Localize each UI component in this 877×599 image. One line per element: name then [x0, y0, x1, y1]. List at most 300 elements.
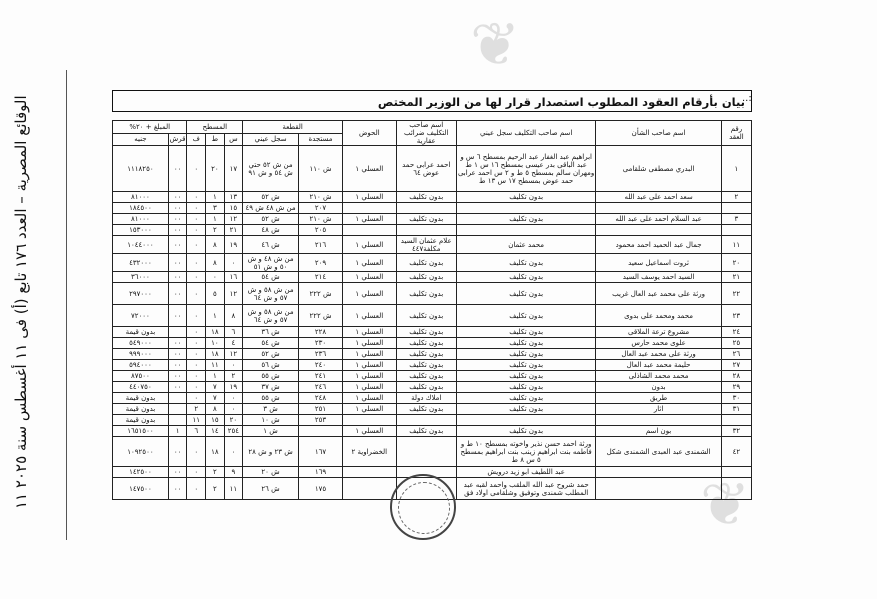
cell-area-t: ٥ — [206, 283, 225, 305]
contracts-table — [112, 120, 752, 500]
cell-tax-owner-register: بدون تكليف — [456, 192, 595, 203]
cell-tax-owner-register: بدون تكليف — [456, 349, 595, 360]
cell-area-s: ٠ — [224, 360, 243, 371]
table-row — [113, 272, 752, 283]
cell-area-f: ٠ — [187, 382, 206, 393]
col-amount-qirsh: قرش — [168, 133, 187, 146]
watermark-shape: ❦ — [700, 470, 751, 540]
cell-tax-owner-register — [456, 225, 595, 236]
cell-plot-register: ش ٥٤ — [243, 338, 299, 349]
cell-tax-owner-register — [456, 203, 595, 214]
cell-owner: بدون — [596, 382, 721, 393]
cell-area-t: ١٤ — [206, 426, 225, 437]
cell-tax-owner-register — [456, 415, 595, 426]
cell-area-t: ١٠ — [206, 338, 225, 349]
cell-area-s: ١٥ — [224, 203, 243, 214]
cell-amount-pound: ٩٩٩٠٠٠ — [113, 349, 169, 360]
cell-contract-no: ١١ — [721, 236, 751, 254]
cell-amount-qirsh: ٠٠ — [168, 272, 187, 283]
page-divider — [66, 70, 67, 540]
cell-plot-survey: ٢٣٦ — [298, 349, 342, 360]
cell-contract-no: ٢ — [721, 192, 751, 203]
col-contract-no: رقم العقد — [721, 121, 751, 146]
col-owner: اسم صاحب الشأن — [596, 121, 721, 146]
cell-area-f: ٠ — [187, 437, 206, 467]
cell-plot-survey: ٢٣٠ — [298, 338, 342, 349]
col-plot: القطعة — [243, 121, 343, 134]
cell-tax-owner-register: ابراهيم عبد الغفار عبد الرحيم بمسطح ٦ س و عبد الباقى بدر عيسى بمسطح ١٦ س ١ ط ومهران سالم بمسطح ٥ ط و ٢ س احمد عرابى حمد عوض بمسطح ١٧ س ١٣ ط — [456, 146, 595, 192]
cell-amount-pound: ٥٩٤٠٠٠ — [113, 360, 169, 371]
cell-tax-owner-real-estate: بدون تكليف — [396, 338, 456, 349]
cell-area-t: ١ — [206, 192, 225, 203]
cell-amount-qirsh: ٠٠ — [168, 467, 187, 478]
cell-amount-pound: بدون قيمة — [113, 327, 169, 338]
cell-amount-qirsh: ٠٠ — [168, 478, 187, 500]
cell-area-s: ١٣ — [224, 192, 243, 203]
cell-tax-owner-register: بدون تكليف — [456, 254, 595, 272]
cell-area-t: ٨ — [206, 236, 225, 254]
cell-tax-owner-register: بدون تكليف — [456, 214, 595, 225]
cell-basin: العسلي ١ — [343, 360, 396, 371]
cell-area-t: ١٨ — [206, 327, 225, 338]
cell-basin — [343, 467, 396, 478]
cell-tax-owner-register: بدون تكليف — [456, 360, 595, 371]
cell-owner: محمد محمد الشاذلى — [596, 371, 721, 382]
cell-area-f: ٠ — [187, 254, 206, 272]
cell-tax-owner-real-estate — [396, 225, 456, 236]
cell-tax-owner-real-estate: احمد عرابى حمد عوض ٦٤ — [396, 146, 456, 192]
cell-owner: ثروت اسماعيل سعيد — [596, 254, 721, 272]
cell-area-f: ٠ — [187, 146, 206, 192]
cell-amount-qirsh: ٠٠ — [168, 214, 187, 225]
cell-area-f: ٠ — [187, 283, 206, 305]
cell-basin: العسلي ١ — [343, 349, 396, 360]
cell-area-t: ٧ — [206, 382, 225, 393]
cell-contract-no: ٢٨ — [721, 371, 751, 382]
cell-area-s: ٢١ — [224, 225, 243, 236]
cell-area-f: ٠ — [187, 272, 206, 283]
table-row — [113, 203, 752, 214]
table-row — [113, 437, 752, 467]
cell-plot-survey: ٢٢٨ — [298, 327, 342, 338]
cell-area-t: ٠ — [206, 272, 225, 283]
cell-tax-owner-real-estate: بدون تكليف — [396, 283, 456, 305]
cell-area-s: ١١ — [224, 478, 243, 500]
cell-plot-survey: ٢٠٧ — [298, 203, 342, 214]
cell-contract-no — [721, 225, 751, 236]
cell-amount-pound: ٨٧٥٠٠ — [113, 371, 169, 382]
cell-plot-survey: ٢٠٥ — [298, 225, 342, 236]
cell-amount-qirsh: ٠٠ — [168, 305, 187, 327]
cell-plot-survey: ش ٢١٠ — [298, 192, 342, 203]
cell-basin: العسلي ١ — [343, 371, 396, 382]
cell-amount-pound: ٤٣٢٠٠٠ — [113, 254, 169, 272]
cell-area-s: ٠ — [224, 437, 243, 467]
cell-area-f: ٠ — [187, 236, 206, 254]
cell-tax-owner-real-estate: بدون تكليف — [396, 349, 456, 360]
cell-area-t: ٧ — [206, 393, 225, 404]
cell-plot-register: ش ١٠ — [243, 415, 299, 426]
watermark-shape: ❦ — [470, 10, 521, 80]
cell-plot-survey: ٢٤١ — [298, 371, 342, 382]
cell-contract-no — [721, 203, 751, 214]
cell-amount-pound: بدون قيمة — [113, 404, 169, 415]
cell-plot-register: من ش ٤٨ و ش ٥٠ و ش ٥١ — [243, 254, 299, 272]
cell-area-f: ٠ — [187, 225, 206, 236]
cell-basin: العسلي ١ — [343, 305, 396, 327]
table-row — [113, 283, 752, 305]
cell-plot-register: ش ٥٥ — [243, 393, 299, 404]
cell-basin: العسلي ١ — [343, 146, 396, 192]
cell-amount-pound: ٥٤٩٠٠٠ — [113, 338, 169, 349]
cell-tax-owner-register: بدون تكليف — [456, 404, 595, 415]
cell-tax-owner-register: بدون تكليف — [456, 305, 595, 327]
table-row — [113, 371, 752, 382]
table-row — [113, 225, 752, 236]
cell-amount-pound: ١٨٤٥٠٠ — [113, 203, 169, 214]
cell-amount-qirsh: ٠٠ — [168, 254, 187, 272]
cell-plot-register: ش ٢٦ — [243, 478, 299, 500]
cell-area-t: ٣ — [206, 203, 225, 214]
cell-plot-survey: ١٧٥ — [298, 478, 342, 500]
cell-plot-survey: ش ٢٢٢ — [298, 283, 342, 305]
cell-contract-no: ٢٧ — [721, 360, 751, 371]
cell-plot-survey: ش ٢١٠ — [298, 214, 342, 225]
cell-area-f: ٢ — [187, 404, 206, 415]
cell-area-f: ٠ — [187, 478, 206, 500]
cell-tax-owner-register: بدون تكليف — [456, 426, 595, 437]
cell-contract-no: ٢٣ — [721, 305, 751, 327]
cell-tax-owner-real-estate: بدون تكليف — [396, 404, 456, 415]
cell-tax-owner-real-estate: بدون تكليف — [396, 192, 456, 203]
cell-plot-register: ش ٥٥ — [243, 371, 299, 382]
table-row — [113, 327, 752, 338]
cell-amount-pound: ١٤٢٥٠٠ — [113, 467, 169, 478]
cell-tax-owner-real-estate: بدون تكليف — [396, 305, 456, 327]
cell-basin: العسلي ١ — [343, 404, 396, 415]
table-row — [113, 146, 752, 192]
cell-area-f: ٠ — [187, 214, 206, 225]
table-row — [113, 338, 752, 349]
cell-tax-owner-real-estate: بدون تكليف — [396, 327, 456, 338]
cell-plot-survey: ٢٥٣ — [298, 415, 342, 426]
cell-contract-no: ٢١ — [721, 272, 751, 283]
cell-area-s: ٦ — [224, 327, 243, 338]
cell-owner: البدري مصطفى شلقامى — [596, 146, 721, 192]
cell-tax-owner-register: بدون تكليف — [456, 382, 595, 393]
cell-contract-no — [721, 478, 751, 500]
cell-area-f: ٦ — [187, 426, 206, 437]
col-amount-pound: جنيه — [113, 133, 169, 146]
cell-amount-qirsh: ٠٠ — [168, 437, 187, 467]
page-header-vertical: الوقائع المصرية – العدد ١٧٦ تابع (أ) فى ١١ أغسطس سنة ٢٠٢٥ ١١ — [12, 95, 30, 510]
cell-basin: العسلي ١ — [343, 214, 396, 225]
cell-area-t: ٨ — [206, 404, 225, 415]
cell-area-f: ٠ — [187, 327, 206, 338]
cell-amount-qirsh: ٠٠ — [168, 283, 187, 305]
cell-amount-pound: ٢٩٧٠٠٠ — [113, 283, 169, 305]
cell-owner: عبد السلام احمد على عبد الله — [596, 214, 721, 225]
cell-plot-register: ش ٣٦ — [243, 327, 299, 338]
table-row — [113, 393, 752, 404]
cell-basin: العسلي ١ — [343, 327, 396, 338]
cell-amount-pound: ٣٦٠٠٠ — [113, 272, 169, 283]
cell-contract-no — [721, 467, 751, 478]
cell-basin: العسلي ١ — [343, 283, 396, 305]
cell-area-t: ١ — [206, 214, 225, 225]
cell-tax-owner-register: حمد شروح عبد الله الملقب واحمد لقبه عبد المطلب شمندى وتوفيق وشلقامى اولاد فق — [456, 478, 595, 500]
table-row — [113, 214, 752, 225]
cell-owner: جمال عبد الحميد احمد محمود — [596, 236, 721, 254]
cell-area-t: ١٨ — [206, 437, 225, 467]
col-tax-owner-real-estate: اسم صاحب التكليف ضرائب عقارية — [396, 121, 456, 146]
cell-contract-no: ٢٩ — [721, 382, 751, 393]
cell-plot-register: ش ٥٢ — [243, 214, 299, 225]
cell-contract-no — [721, 415, 751, 426]
cell-tax-owner-real-estate: بدون تكليف — [396, 254, 456, 272]
cell-amount-pound: ٤٤٠٧٥٠ — [113, 382, 169, 393]
cell-amount-qirsh — [168, 404, 187, 415]
cell-owner: طريق — [596, 393, 721, 404]
col-area: المسطح — [187, 121, 243, 134]
cell-area-t: ٨ — [206, 254, 225, 272]
col-basin: الحوض — [343, 121, 396, 146]
cell-area-f: ٠ — [187, 305, 206, 327]
cell-tax-owner-register: عبد اللطيف ابو زيد درويش — [456, 467, 595, 478]
cell-area-f: ٠ — [187, 192, 206, 203]
cell-area-t: ١ — [206, 371, 225, 382]
cell-amount-qirsh: ٠٠ — [168, 225, 187, 236]
cell-plot-survey: ٢٥١ — [298, 404, 342, 415]
table-row — [113, 360, 752, 371]
cell-tax-owner-register: بدون تكليف — [456, 327, 595, 338]
cell-area-s: ١٢ — [224, 283, 243, 305]
cell-owner: محمد ومحمد على بدوى — [596, 305, 721, 327]
col-plot-register: سجل عيني — [243, 133, 299, 146]
cell-contract-no: ٣١ — [721, 404, 751, 415]
cell-area-s: ٠ — [224, 254, 243, 272]
cell-amount-qirsh: ٠٠ — [168, 360, 187, 371]
cell-area-t: ٢٠ — [206, 146, 225, 192]
cell-tax-owner-real-estate: بدون تكليف — [396, 426, 456, 437]
cell-tax-owner-real-estate: املاك دولة — [396, 393, 456, 404]
cell-area-s: ٠ — [224, 393, 243, 404]
cell-amount-qirsh: ١ — [168, 426, 187, 437]
cell-area-f: ٠ — [187, 203, 206, 214]
cell-area-s: ١٢ — [224, 349, 243, 360]
table-row — [113, 426, 752, 437]
table-row — [113, 192, 752, 203]
cell-tax-owner-real-estate — [396, 415, 456, 426]
cell-amount-pound: بدون قيمة — [113, 415, 169, 426]
cell-basin — [343, 478, 396, 500]
cell-owner — [596, 203, 721, 214]
cell-owner: ورثة على محمد عبد العال — [596, 349, 721, 360]
cell-basin: العسلي ١ — [343, 393, 396, 404]
cell-tax-owner-register: بدون تكليف — [456, 393, 595, 404]
cell-tax-owner-register: بدون تكليف — [456, 272, 595, 283]
cell-area-t: ٢ — [206, 478, 225, 500]
cell-amount-pound: ٧٢٠٠٠ — [113, 305, 169, 327]
cell-contract-no: ٢٦ — [721, 349, 751, 360]
cell-tax-owner-real-estate: بدون تكليف — [396, 272, 456, 283]
cell-plot-register: ش ٥٢ — [243, 192, 299, 203]
cell-tax-owner-register: بدون تكليف — [456, 283, 595, 305]
cell-plot-register: من ش ٥٨ و ش ٥٧ و ش ٦٤ — [243, 283, 299, 305]
col-area-t: ط — [206, 133, 225, 146]
cell-tax-owner-real-estate — [396, 437, 456, 467]
col-area-s: س — [224, 133, 243, 146]
table-row — [113, 305, 752, 327]
cell-plot-register: ش ٣ — [243, 404, 299, 415]
cell-amount-pound: ١٠٤٤٠٠٠ — [113, 236, 169, 254]
col-amount: المبلغ + ٢٠% — [113, 121, 187, 134]
cell-basin: العسلي ١ — [343, 254, 396, 272]
cell-amount-pound: بدون قيمة — [113, 393, 169, 404]
cell-plot-register: من ش ٤٨ ش ٤٩ — [243, 203, 299, 214]
cell-contract-no: ٣٢ — [721, 426, 751, 437]
cell-tax-owner-register: محمد عثمان — [456, 236, 595, 254]
cell-plot-register: ش ٤٨ — [243, 225, 299, 236]
cell-owner: السيد احمد يوسف السيد — [596, 272, 721, 283]
cell-contract-no: ٣ — [721, 214, 751, 225]
cell-amount-qirsh: ٠٠ — [168, 203, 187, 214]
table-row — [113, 349, 752, 360]
table-row — [113, 382, 752, 393]
cell-area-s: ٢ — [224, 371, 243, 382]
cell-owner: بون اسم — [596, 426, 721, 437]
cell-contract-no: ٤٢ — [721, 437, 751, 467]
cell-area-s: ٢٥٤ — [224, 426, 243, 437]
cell-area-f: ١١ — [187, 415, 206, 426]
cell-plot-survey: ش ١١٠ — [298, 146, 342, 192]
cell-plot-survey: ١٦٧ — [298, 437, 342, 467]
cell-area-f: ٠ — [187, 349, 206, 360]
cell-tax-owner-real-estate: بدون تكليف — [396, 382, 456, 393]
cell-area-t: ٢ — [206, 467, 225, 478]
cell-tax-owner-real-estate: علام عثمان السيد مكلفة٤٤٧ — [396, 236, 456, 254]
table-header-row — [113, 121, 752, 134]
cell-plot-survey: ٢٠٩ — [298, 254, 342, 272]
cell-area-s: ١٧ — [224, 146, 243, 192]
cell-amount-pound: ١٤٧٥٠٠ — [113, 478, 169, 500]
cell-amount-pound: ١٠٩٢٥٠٠ — [113, 437, 169, 467]
cell-area-f: ٠ — [187, 393, 206, 404]
cell-owner — [596, 478, 721, 500]
official-seal-stamp — [390, 474, 456, 540]
cell-contract-no: ٢٢ — [721, 283, 751, 305]
cell-area-s: ٨ — [224, 305, 243, 327]
cell-amount-pound: ١١١٨٢٥٠ — [113, 146, 169, 192]
cell-plot-register: ش ٥٦ — [243, 360, 299, 371]
cell-owner: اثار — [596, 404, 721, 415]
col-area-f: ف — [187, 133, 206, 146]
cell-plot-register: ش ٢٠ — [243, 467, 299, 478]
cell-contract-no: ١ — [721, 146, 751, 192]
table-row — [113, 236, 752, 254]
cell-basin: العسلي ١ — [343, 236, 396, 254]
cell-area-t: ٢ — [206, 225, 225, 236]
cell-basin: العسلي ١ — [343, 426, 396, 437]
cell-amount-qirsh: ٠٠ — [168, 338, 187, 349]
col-plot-survey: مستجدة — [298, 133, 342, 146]
cell-tax-owner-real-estate: بدون تكليف — [396, 360, 456, 371]
cell-amount-qirsh: ٠٠ — [168, 146, 187, 192]
cell-amount-qirsh: ٠٠ — [168, 349, 187, 360]
cell-area-f: ٠ — [187, 360, 206, 371]
cell-tax-owner-register: بدون تكليف — [456, 371, 595, 382]
cell-amount-pound: ١٦٥١٥٠٠ — [113, 426, 169, 437]
cell-area-s: ٢٠ — [224, 415, 243, 426]
cell-plot-register: ش ٣٧ — [243, 382, 299, 393]
cell-tax-owner-register: بدون تكليف — [456, 338, 595, 349]
cell-owner: الشمندى عبد العبدى الشمندى شكل — [596, 437, 721, 467]
cell-area-s: ١٩ — [224, 382, 243, 393]
cell-plot-survey: ش ٢٢٢ — [298, 305, 342, 327]
cell-plot-register: من ش ٥٨ و ش ٥٧ و ش ٦٤ — [243, 305, 299, 327]
cell-amount-pound: ١٥٣٠٠٠ — [113, 225, 169, 236]
cell-area-t: ١١ — [206, 360, 225, 371]
cell-tax-owner-register: ورثة احمد حسن نذير واخوته بمسطح ١٠ ط و فاطمه بنت ابراهيم زينب بنت ابراهيم بمسطح ٥ س ٨ ط — [456, 437, 595, 467]
cell-owner — [596, 225, 721, 236]
cell-area-f: ٠ — [187, 338, 206, 349]
col-tax-owner-register: اسم صاحب التكليف سجل عيني — [456, 121, 595, 146]
cell-basin — [343, 203, 396, 214]
cell-plot-register: ش ٢٣ و ش ٢٨ — [243, 437, 299, 467]
cell-basin: العسلي ١ — [343, 338, 396, 349]
cell-area-f: ٠ — [187, 467, 206, 478]
cell-plot-register: من ش ٥٢ حتي ش ٥٤ و ش ٩١ — [243, 146, 299, 192]
document-frame — [112, 90, 756, 530]
cell-amount-qirsh: ٠٠ — [168, 192, 187, 203]
cell-area-s: ١٢ — [224, 214, 243, 225]
document-title: بيان بأرقام العقود المطلوب استصدار قرار لها من الوزير المختص — [112, 90, 752, 112]
cell-plot-survey — [298, 426, 342, 437]
cell-basin: العسلي ١ — [343, 192, 396, 203]
cell-basin: العسلي ١ — [343, 382, 396, 393]
cell-owner — [596, 467, 721, 478]
cell-tax-owner-real-estate: بدون تكليف — [396, 371, 456, 382]
cell-area-t: ١٨ — [206, 349, 225, 360]
cell-contract-no: ٢٤ — [721, 327, 751, 338]
cell-area-f: ٠ — [187, 371, 206, 382]
cell-owner: ورثة على محمد عبد العال غريب — [596, 283, 721, 305]
table-row — [113, 404, 752, 415]
cell-basin — [343, 225, 396, 236]
cell-amount-pound: ٨١٠٠٠ — [113, 192, 169, 203]
cell-area-t: ١٥ — [206, 415, 225, 426]
cell-amount-qirsh: ٠٠ — [168, 236, 187, 254]
cell-tax-owner-real-estate — [396, 203, 456, 214]
cell-basin: الخضراوية ٢ — [343, 437, 396, 467]
cell-plot-register: ش ٥٤ — [243, 272, 299, 283]
cell-plot-register: ش ٤٦ — [243, 236, 299, 254]
cell-area-t: ١ — [206, 305, 225, 327]
cell-plot-survey: ٢٤٠ — [298, 360, 342, 371]
cell-amount-qirsh: ٠٠ — [168, 371, 187, 382]
cell-area-s: ١٦ — [224, 272, 243, 283]
cell-amount-qirsh — [168, 415, 187, 426]
cell-amount-pound: ٨١٠٠٠ — [113, 214, 169, 225]
cell-area-s: ٩ — [224, 467, 243, 478]
cell-amount-qirsh: ٠٠ — [168, 382, 187, 393]
cell-basin — [343, 415, 396, 426]
cell-amount-qirsh — [168, 327, 187, 338]
cell-tax-owner-real-estate: بدون تكليف — [396, 214, 456, 225]
cell-plot-register: ش ٥٢ — [243, 349, 299, 360]
cell-plot-survey: ٢٤٦ — [298, 382, 342, 393]
cell-plot-survey: ٢٤٨ — [298, 393, 342, 404]
